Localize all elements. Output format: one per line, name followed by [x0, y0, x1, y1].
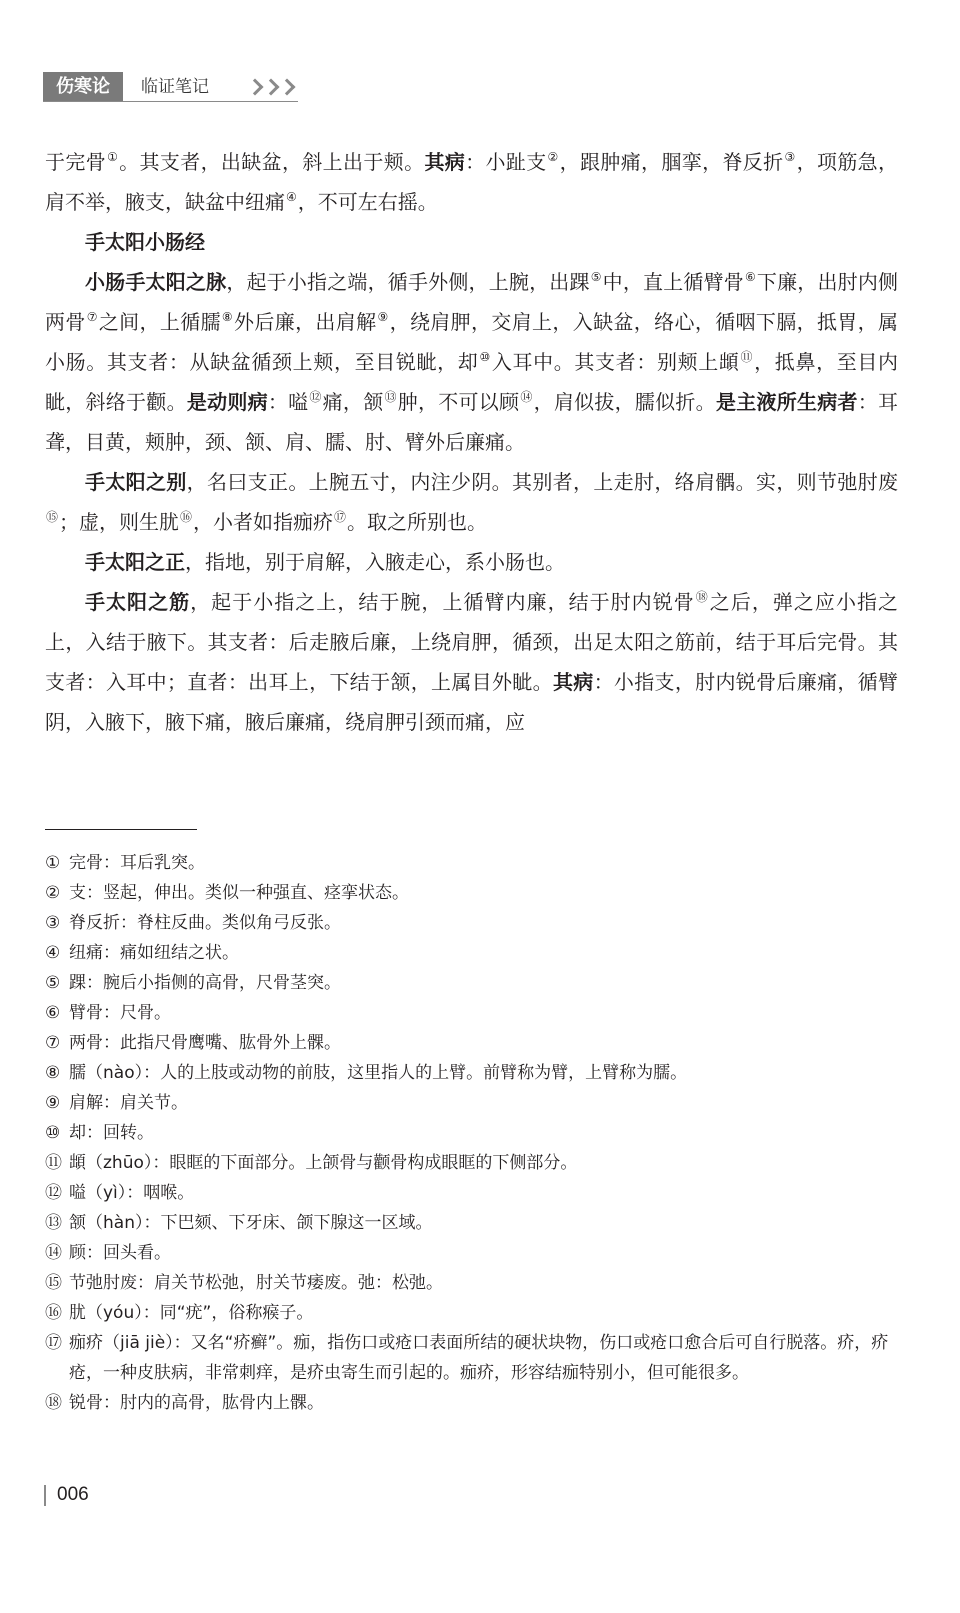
footnotes	[45, 848, 898, 1418]
footnote: ⑩ 却：回转。	[45, 1123, 154, 1143]
footnote: ⑨ 肩解：肩关节。	[45, 1093, 188, 1113]
paragraph-sinew: 手太阳之筋，起于小指之上，结于腕，上循臂内廉，结于肘内锐骨⑱之后，弹之应小指之上，入结于腋下。其支者：后走腋后廉，上绕肩胛，循颈，出足太阳之筋前，结于耳后完骨。其支者：入耳中；直者：出耳上，下结于颔，上属目外眦。其病：小指支，肘内锐骨后廉痛，循臂阴，入腋下，腋下痛，腋后廉痛，绕肩胛引颈而痛，应	[45, 590, 899, 734]
footnote: ⑤ 踝：腕后小指侧的高骨，尺骨茎突。	[45, 973, 341, 993]
footnote: ③ 脊反折：脊柱反曲。类似角弓反张。	[45, 913, 341, 933]
footnote: ① 完骨：耳后乳突。	[45, 853, 205, 873]
footnote: ⑥ 臂骨：尺骨。	[45, 1003, 171, 1023]
footnote: ⑬ 颔（hàn）：下巴颏、下牙床、颌下腺这一区域。	[45, 1213, 433, 1233]
footnote: ⑮ 节弛肘废：肩关节松弛，肘关节痿废。弛：松弛。	[45, 1273, 443, 1293]
footnote: ⑦ 两骨：此指尺骨鹰嘴、肱骨外上髁。	[45, 1033, 341, 1053]
footnote: ⑫ 嗌（yì）：咽喉。	[45, 1183, 195, 1203]
header-rule	[43, 101, 298, 102]
footnote-rule	[45, 829, 197, 830]
footnote: ② 支：竖起，伸出。类似一种强直、痉挛状态。	[45, 883, 409, 903]
footnote: ⑭ 顾：回头看。	[45, 1243, 171, 1263]
running-header	[43, 72, 298, 102]
paragraph-divergent: 手太阳之别，名曰支正。上腕五寸，内注少阴。其别者，上走肘，络肩髃。实，则节弛肘废⑮；虚，则生肬⑯，小者如指痂疥⑰。取之所别也。	[46, 470, 899, 534]
paragraph-vessel: 小肠手太阳之脉，起于小指之端，循手外侧，上腕，出踝⑤中，直上循臂骨⑥下廉，出肘内侧两骨⑦之间，上循臑⑧外后廉，出肩解⑨，绕肩胛，交肩上，入缺盆，络心，循咽下膈，抵胃，属小肠。其支者：从缺盆循颈上颊，至目锐眦，却⑩入耳中。其支者：别颊上䪼⑪，抵鼻，至目内眦，斜络于颧。是动则病：嗌⑫痛，颔⑬肿，不可以顾⑭，肩似拔，臑似折。是主液所生病者：耳聋，目黄，颊肿，颈、颔、肩、臑、肘、臂外后廉痛。	[45, 270, 899, 454]
footnote: ⑯ 肬（yóu）：同“疣”，俗称瘊子。	[45, 1303, 314, 1323]
chevrons-icon	[249, 77, 297, 97]
page-number: 006	[57, 1484, 89, 1505]
paragraph-branch: 手太阳之正，指地，别于肩解，入腋走心，系小肠也。	[85, 550, 565, 574]
book-title-tab: 伤寒论	[43, 72, 123, 102]
footnote: ⑰ 痂疥（jiā jiè）：又名“疥癣”。痂，指伤口或疮口表面所结的硬状块物，伤口或疮口愈合后可自行脱落。疥，疥疮，一种皮肤病，非常刺痒，是疥虫寄生而引起的。痂疥，形容结痂特别小，但可能很多。	[45, 1333, 889, 1383]
page-number-bar	[44, 1485, 46, 1506]
subsection-heading: 手太阳小肠经	[85, 230, 205, 254]
footnote: ④ 纽痛：痛如纽结之状。	[45, 943, 239, 963]
footnote: ⑱ 锐骨：肘内的高骨，肱骨内上髁。	[45, 1393, 324, 1413]
section-title: 临证笔记	[141, 77, 209, 97]
paragraph-continued: 于完骨①。其支者，出缺盆，斜上出于颊。其病：小趾支②，跟肿痛，腘挛，脊反折③，项筋急，肩不举，腋支，缺盆中纽痛④，不可左右摇。	[45, 150, 899, 214]
footnote: ⑧ 臑（nào）：人的上肢或动物的前肢，这里指人的上臂。前臂称为臂，上臂称为臑。	[45, 1063, 688, 1083]
main-text	[45, 142, 898, 742]
footnote: ⑪ 䪼（zhūo）：眼眶的下面部分。上颌骨与颧骨构成眼眶的下侧部分。	[45, 1153, 578, 1173]
